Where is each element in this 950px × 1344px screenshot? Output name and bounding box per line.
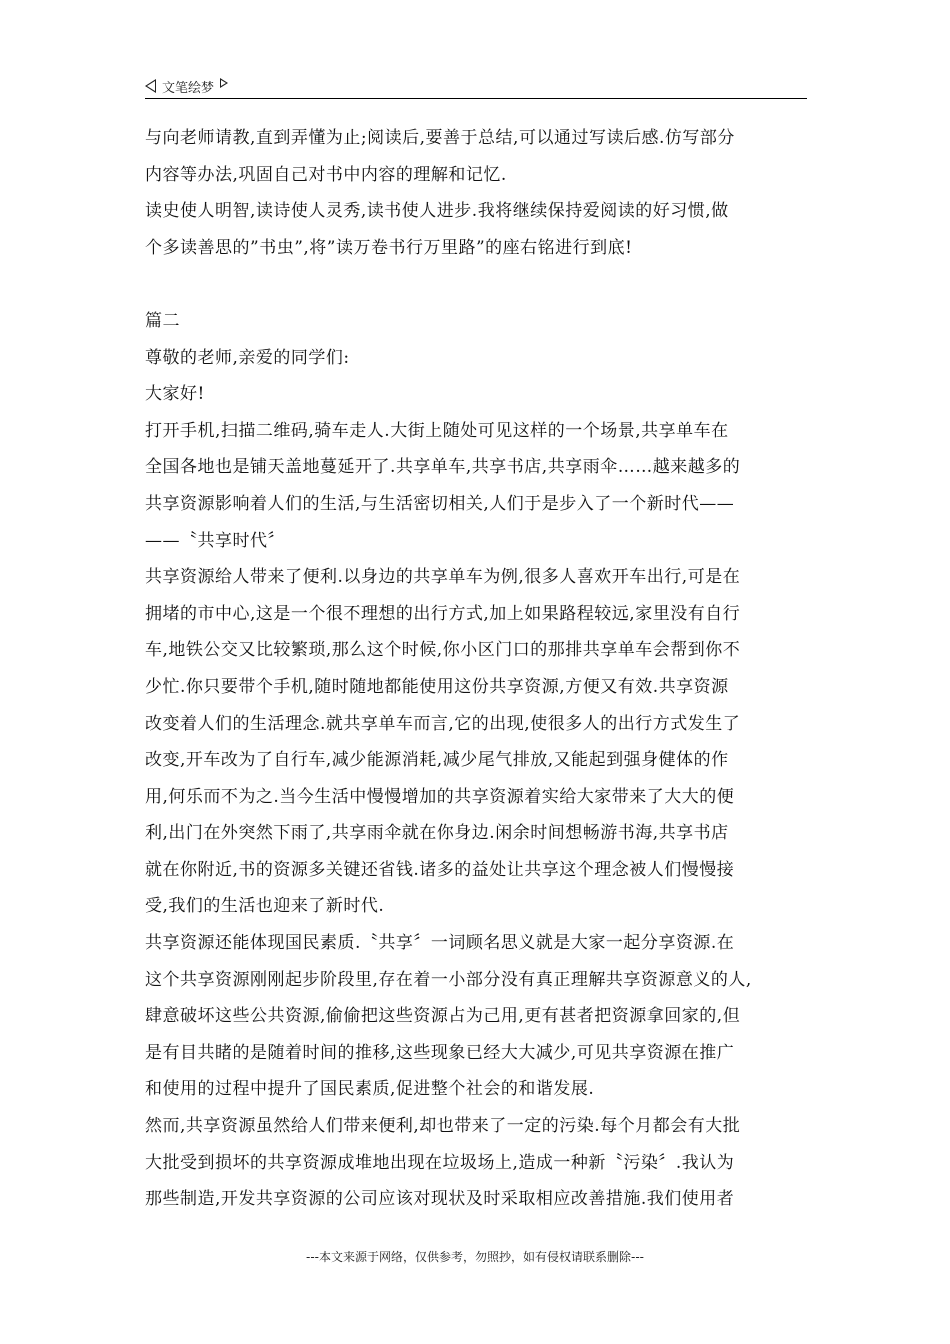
text-line: 改变,开车改为了自行车,减少能源消耗,减少尾气排放,又能起到强身健体的作 bbox=[145, 750, 729, 771]
text-line: 大家好! bbox=[145, 384, 205, 405]
text-line: 用,何乐而不为之.当今生活中慢慢增加的共享资源着实给大家带来了大大的便 bbox=[145, 786, 735, 807]
text-line: 肆意破坏这些公共资源,偷偷把这些资源占为己用,更有甚者把资源拿回家的,但 bbox=[145, 1006, 741, 1027]
text-line: 那些制造,开发共享资源的公司应该对现状及时采取相应改善措施.我们使用者 bbox=[145, 1189, 735, 1210]
triangle-right-icon bbox=[220, 78, 228, 88]
text-line: 尊敬的老师,亲爱的同学们: bbox=[145, 347, 350, 368]
text-line: 然而,共享资源虽然给人们带来便利,却也带来了一定的污染.每个月都会有大批 bbox=[145, 1116, 741, 1137]
header-divider bbox=[145, 98, 807, 99]
text-line: 改变着人们的生活理念.就共享单车而言,它的出现,使很多人的出行方式发生了 bbox=[145, 713, 741, 734]
text-line: 车,地铁公交又比较繁琐,那么这个时候,你小区门口的那排共享单车会帮到你不 bbox=[145, 640, 741, 661]
blank-line bbox=[145, 266, 810, 303]
text-line: 和使用的过程中提升了国民素质,促进整个社会的和谐发展. bbox=[145, 1079, 595, 1100]
text-line: ——〝共享时代〞 bbox=[145, 530, 285, 551]
text-line: 受,我们的生活也迎来了新时代. bbox=[145, 896, 385, 917]
text-line: 共享资源影响着人们的生活,与生活密切相关,人们于是步入了一个新时代—— bbox=[145, 493, 735, 514]
text-line: 篇二 bbox=[145, 310, 180, 331]
text-line: 打开手机,扫描二维码,骑车走人.大街上随处可见这样的一个场景,共享单车在 bbox=[145, 420, 729, 441]
text-line: 拥堵的市中心,这是一个很不理想的出行方式,加上如果路程较远,家里没有自行 bbox=[145, 603, 741, 624]
text-line: 大批受到损坏的共享资源成堆地出现在垃圾场上,造成一种新〝污染〞.我认为 bbox=[145, 1152, 735, 1173]
text-line: 内容等办法,巩固自己对书中内容的理解和记忆. bbox=[145, 164, 507, 185]
header-title: 文笔绘梦 bbox=[162, 80, 215, 96]
page-header bbox=[145, 74, 807, 98]
triangle-left-icon bbox=[145, 79, 156, 93]
text-line: 就在你附近,书的资源多关键还省钱.诸多的益处让共享这个理念被人们慢慢接 bbox=[145, 859, 735, 880]
text-line: 读史使人明智,读诗使人灵秀,读书使人进步.我将继续保持爱阅读的好习惯,做 bbox=[145, 201, 729, 222]
text-line: 与向老师请教,直到弄懂为止;阅读后,要善于总结,可以通过写读后感.仿写部分 bbox=[145, 128, 735, 148]
text-line: 利,出门在外突然下雨了,共享雨伞就在你身边.闲余时间想畅游书海,共享书店 bbox=[145, 823, 729, 844]
text-line: 少忙.你只要带个手机,随时随地都能使用这份共享资源,方便又有效.共享资源 bbox=[145, 676, 729, 697]
text-line: 是有目共睹的是随着时间的推移,这些现象已经大大减少,可见共享资源在推广 bbox=[145, 1042, 735, 1063]
document-body bbox=[145, 120, 810, 1218]
text-line: 个多读善思的”书虫”,将”读万卷书行万里路”的座右铭进行到底! bbox=[145, 237, 633, 258]
text-line: 共享资源还能体现国民素质.〝共享〞一词顾名思义就是大家一起分享资源.在 bbox=[145, 933, 735, 954]
text-line: 全国各地也是铺天盖地蔓延开了.共享单车,共享书店,共享雨伞……越来越多的 bbox=[145, 457, 741, 478]
footer-notice: ---本文来源于网络，仅供参考，勿照抄，如有侵权请联系删除--- bbox=[306, 1250, 644, 1264]
text-line: 这个共享资源刚刚起步阶段里,存在着一小部分没有真正理解共享资源意义的人, bbox=[145, 969, 752, 990]
text-line: 共享资源给人带来了便利.以身边的共享单车为例,很多人喜欢开车出行,可是在 bbox=[145, 567, 741, 588]
